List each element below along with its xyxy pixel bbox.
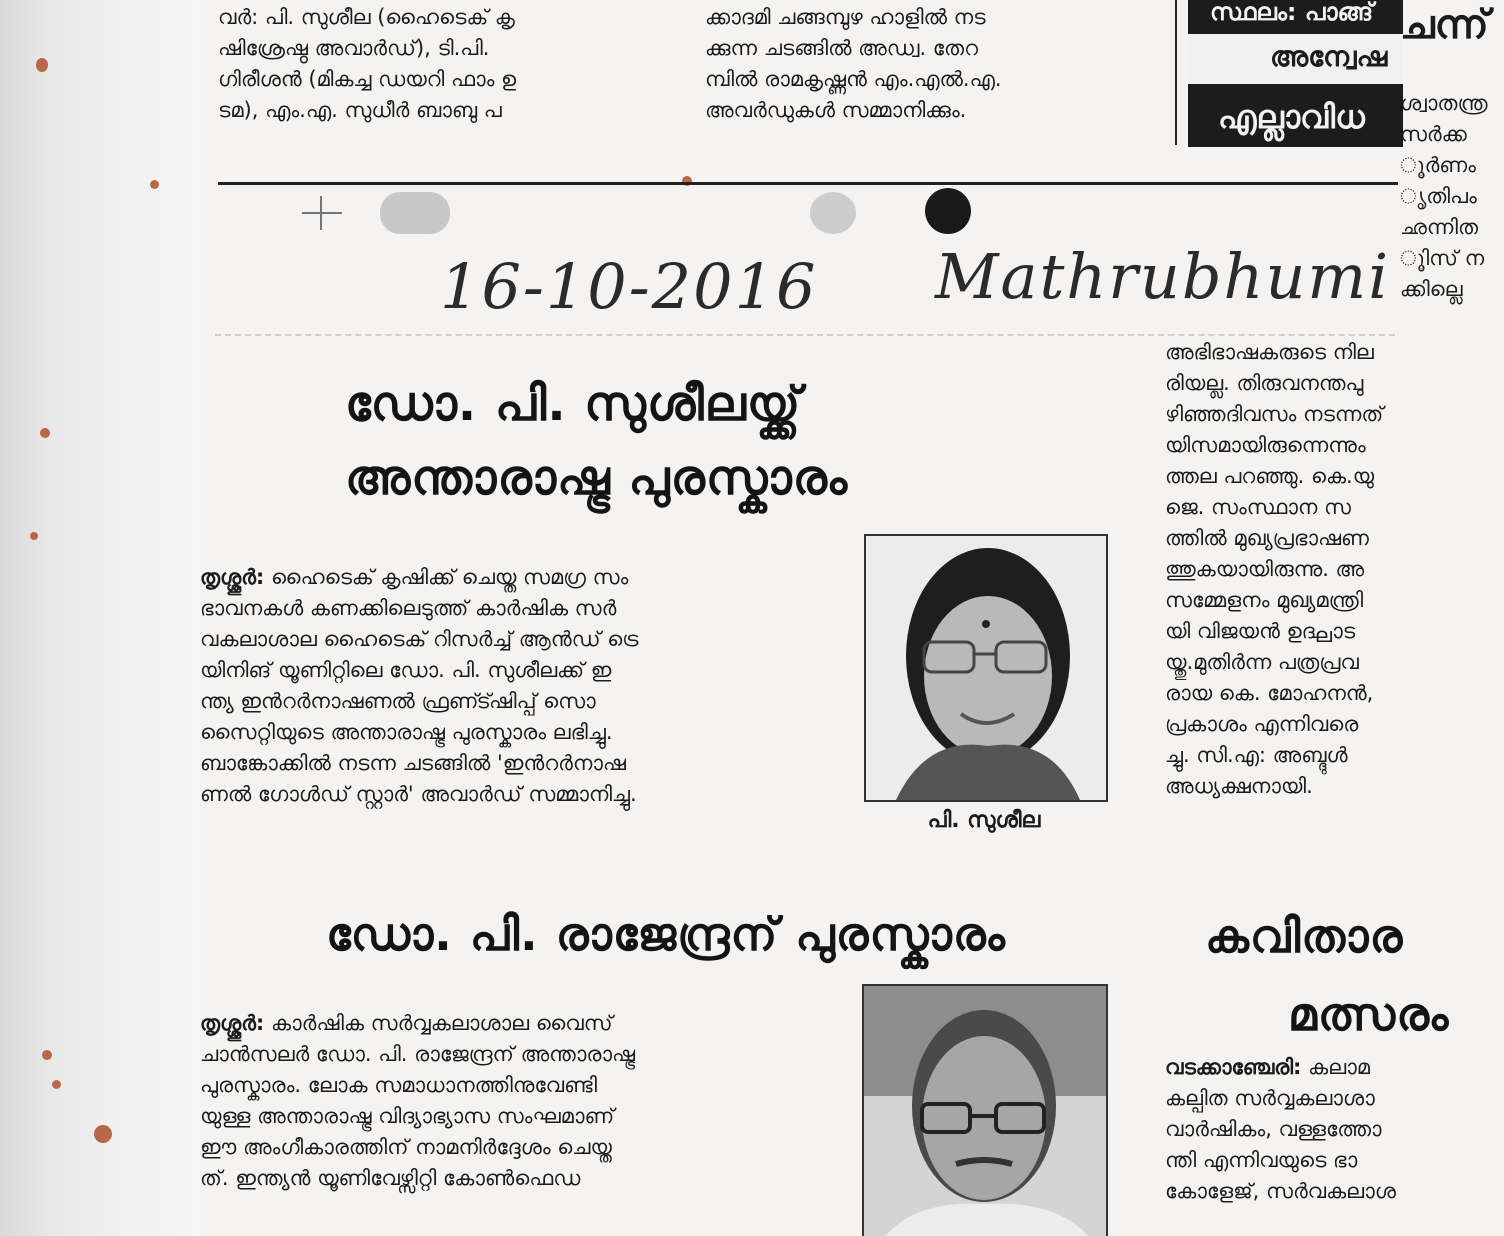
column-divider — [1175, 0, 1177, 145]
text-line: അവർഡുകൾ സമ്മാനിക്കും. — [705, 98, 967, 122]
rust-speck — [36, 58, 48, 72]
portrait-image — [866, 536, 1106, 800]
section-divider — [218, 182, 1398, 185]
text-line: ത്. ഇന്ത്യൻ യൂണിവേഴ്സിറ്റി കോൺഫെഡ — [200, 1166, 581, 1190]
ad-line: എല്ലാവിധ — [1218, 98, 1365, 136]
text-line: ഗിരീശൻ (മികച്ച ഡയറി ഫാം ഉ — [218, 67, 517, 91]
photo-caption: പി. സുശീല — [927, 808, 1041, 833]
text-line: ത്തുകയായിരുന്നു. അ — [1165, 557, 1365, 581]
text-line: ചാൻസലർ ഡോ. പി. രാജേന്ദ്രന് അന്താരാഷ്ട്ര — [200, 1042, 636, 1066]
text-line: വകലാശാല ഹൈടെക് റിസർച്ച് ആൻഡ് ട്രെ — [200, 627, 639, 651]
text-line: ക്കാദമി ചങ്ങമ്പുഴ ഹാളിൽ നട — [705, 5, 986, 29]
text-line: യിനിങ് യൂണിറ്റിലെ ഡോ. പി. സുശീലക്ക് ഇ — [200, 658, 612, 682]
text-line: കല്പിത സർവ്വകലാശാ — [1165, 1086, 1375, 1110]
article1-headline-line2: അന്താരാഷ്ട്ര പുരസ്കാരം — [345, 450, 849, 506]
text-line: ത്തല പറഞ്ഞു. കെ.യു — [1165, 464, 1375, 488]
text-line: ന്ത്യ ഇൻറർനാഷണൽ ഫ്രണ്ട്ഷിപ്പ് സൊ — [200, 689, 596, 713]
handwritten-date: 16-10-2016 — [440, 250, 818, 323]
text-line: അധ്യക്ഷനായി. — [1165, 774, 1313, 798]
text-line: സർക്ക — [1400, 122, 1467, 146]
text-line: യുള്ള അന്താരാഷ്ട്ര വിദ്യാഭ്യാസ സംഘമാണ് — [200, 1104, 615, 1128]
text-line: സമ്മേളനം മുഖ്യമന്ത്രി — [1165, 588, 1364, 612]
text-line: ഷിശ്രേഷ്ഠ അവാർഡ്), ടി.പി. — [218, 36, 490, 60]
ad-line: സ്ഥലം: പാങ്ങ് — [1210, 0, 1374, 26]
rust-speck — [40, 428, 50, 438]
text-line: രായ കെ. മോഹനൻ, — [1165, 681, 1374, 705]
text-line: വർ: പി. സുശീല (ഹൈടെക് കൃ — [218, 5, 515, 29]
article2-body — [200, 1008, 850, 1194]
dateline: വടക്കാഞ്ചേരി: — [1165, 1055, 1302, 1079]
text-line: ഹൈടെക് കൃഷിക്ക് ചെയ്ത സമഗ്ര സം — [271, 565, 629, 589]
text-line: ഈ അംഗീകാരത്തിന് നാമനിർദ്ദേശം ചെയ്ത — [200, 1135, 612, 1159]
text-line: ഛന്നിത — [1400, 215, 1478, 239]
text-line: ടമ), എം.എ. സുധീർ ബാബു പ — [218, 98, 502, 122]
registration-cross — [320, 196, 322, 230]
text-line: ശ്വാതന്ത്ര — [1400, 91, 1488, 115]
handwritten-source: Mathrubhumi — [935, 240, 1391, 313]
text-line: ന്തി എന്നിവയുടെ ഭാ — [1165, 1148, 1358, 1172]
registration-cross — [302, 212, 342, 214]
right-column-bottom — [1165, 1052, 1504, 1207]
dateline: തൃശ്ശൂർ: — [200, 1011, 265, 1035]
text-line: ക്കില്ലെ — [1400, 277, 1463, 301]
text-line: കാർഷിക സർവ്വകലാശാല വൈസ് — [271, 1011, 613, 1035]
torn-edge — [215, 320, 1395, 336]
text-line: ജെ. സംസ്ഥാന സ — [1165, 495, 1351, 519]
portrait-photo-susheela — [864, 534, 1108, 802]
text-line: മ്പിൽ രാമകൃഷ്ണൻ എം.എൽ.എ. — [705, 67, 1002, 91]
registration-dot — [810, 192, 856, 234]
rust-speck — [150, 180, 159, 189]
text-line: ഴിഞ്ഞദിവസം നടന്നത് — [1165, 402, 1384, 426]
portrait-image — [864, 986, 1106, 1236]
text-line: കലാമ — [1308, 1055, 1370, 1079]
top-middle-column — [705, 2, 1145, 126]
text-line: യ്തു.മുതിർന്ന പത്രപ്രവ — [1165, 650, 1359, 674]
text-line: യിസമായിരുന്നെന്നും — [1165, 433, 1366, 457]
text-line: പുരസ്കാരം. ലോക സമാധാനത്തിനുവേണ്ടി — [200, 1073, 598, 1097]
article2-headline: ഡോ. പി. രാജേന്ദ്രന് പുരസ്കാരം — [326, 907, 1006, 961]
rust-speck — [94, 1125, 112, 1143]
top-right-ad-box — [1188, 0, 1403, 147]
text-line: വാർഷികം, വള്ളത്തോ — [1165, 1117, 1382, 1141]
text-line: ബാങ്കോക്കിൽ നടന്ന ചടങ്ങിൽ 'ഇൻറർനാഷ — [200, 751, 626, 775]
text-line: കോളേജ്, സർവകലാശ — [1165, 1179, 1396, 1203]
scan-margin — [0, 0, 200, 1236]
text-line: ച്ചു. സി.എ: അബ്ദുൾ — [1165, 743, 1348, 767]
registration-dot — [925, 188, 971, 234]
text-line: ത്തിൽ മുഖ്യപ്രഭാഷണ — [1165, 526, 1369, 550]
text-line: ഭാവനകൾ കണക്കിലെടുത്ത് കാർഷിക സർ — [200, 596, 617, 620]
text-line: ക്കുന്ന ചടങ്ങിൽ അഡ്വ. തേറ — [705, 36, 978, 60]
corner-word: ചന്ന് — [1400, 2, 1489, 48]
right-headline: മത്സരം — [1288, 987, 1450, 1041]
registration-dot — [380, 192, 450, 234]
dateline: തൃശ്ശൂർ: — [200, 565, 265, 589]
portrait-photo-rajendran — [862, 984, 1108, 1236]
text-line: ൂിസ് ന — [1400, 246, 1485, 270]
article1-body — [200, 562, 850, 810]
ad-line: അന്വേഷ — [1270, 40, 1388, 73]
right-headline: കവിതാര — [1205, 909, 1404, 963]
text-line: യി വിജയൻ ഉദ്ഘാട — [1165, 619, 1356, 643]
text-line: അഭിഭാഷകരുടെ നില — [1165, 340, 1374, 364]
text-line: രിയല്ല. തിരുവനന്തപു — [1165, 371, 1364, 395]
right-column-top — [1400, 88, 1504, 305]
article1-headline-line1: ഡോ. പി. സുശീലയ്ക്ക് — [345, 376, 802, 432]
right-column-middle — [1165, 337, 1504, 802]
rust-speck — [52, 1080, 61, 1089]
text-line: ൂർണം — [1400, 153, 1476, 177]
text-line: സൈറ്റിയുടെ അന്താരാഷ്ട്ര പുരസ്കാരം ലഭിച്ചു. — [200, 720, 613, 744]
text-line: ണൽ ഗോൾഡ് സ്റ്റാർ' അവാർഡ് സമ്മാനിച്ചു. — [200, 782, 637, 806]
text-line: പ്രകാശം എന്നിവരെ — [1165, 712, 1359, 736]
rust-speck — [42, 1050, 52, 1060]
top-left-column — [218, 2, 638, 126]
rust-speck — [30, 532, 38, 540]
text-line: ൃതിപം — [1400, 184, 1477, 208]
